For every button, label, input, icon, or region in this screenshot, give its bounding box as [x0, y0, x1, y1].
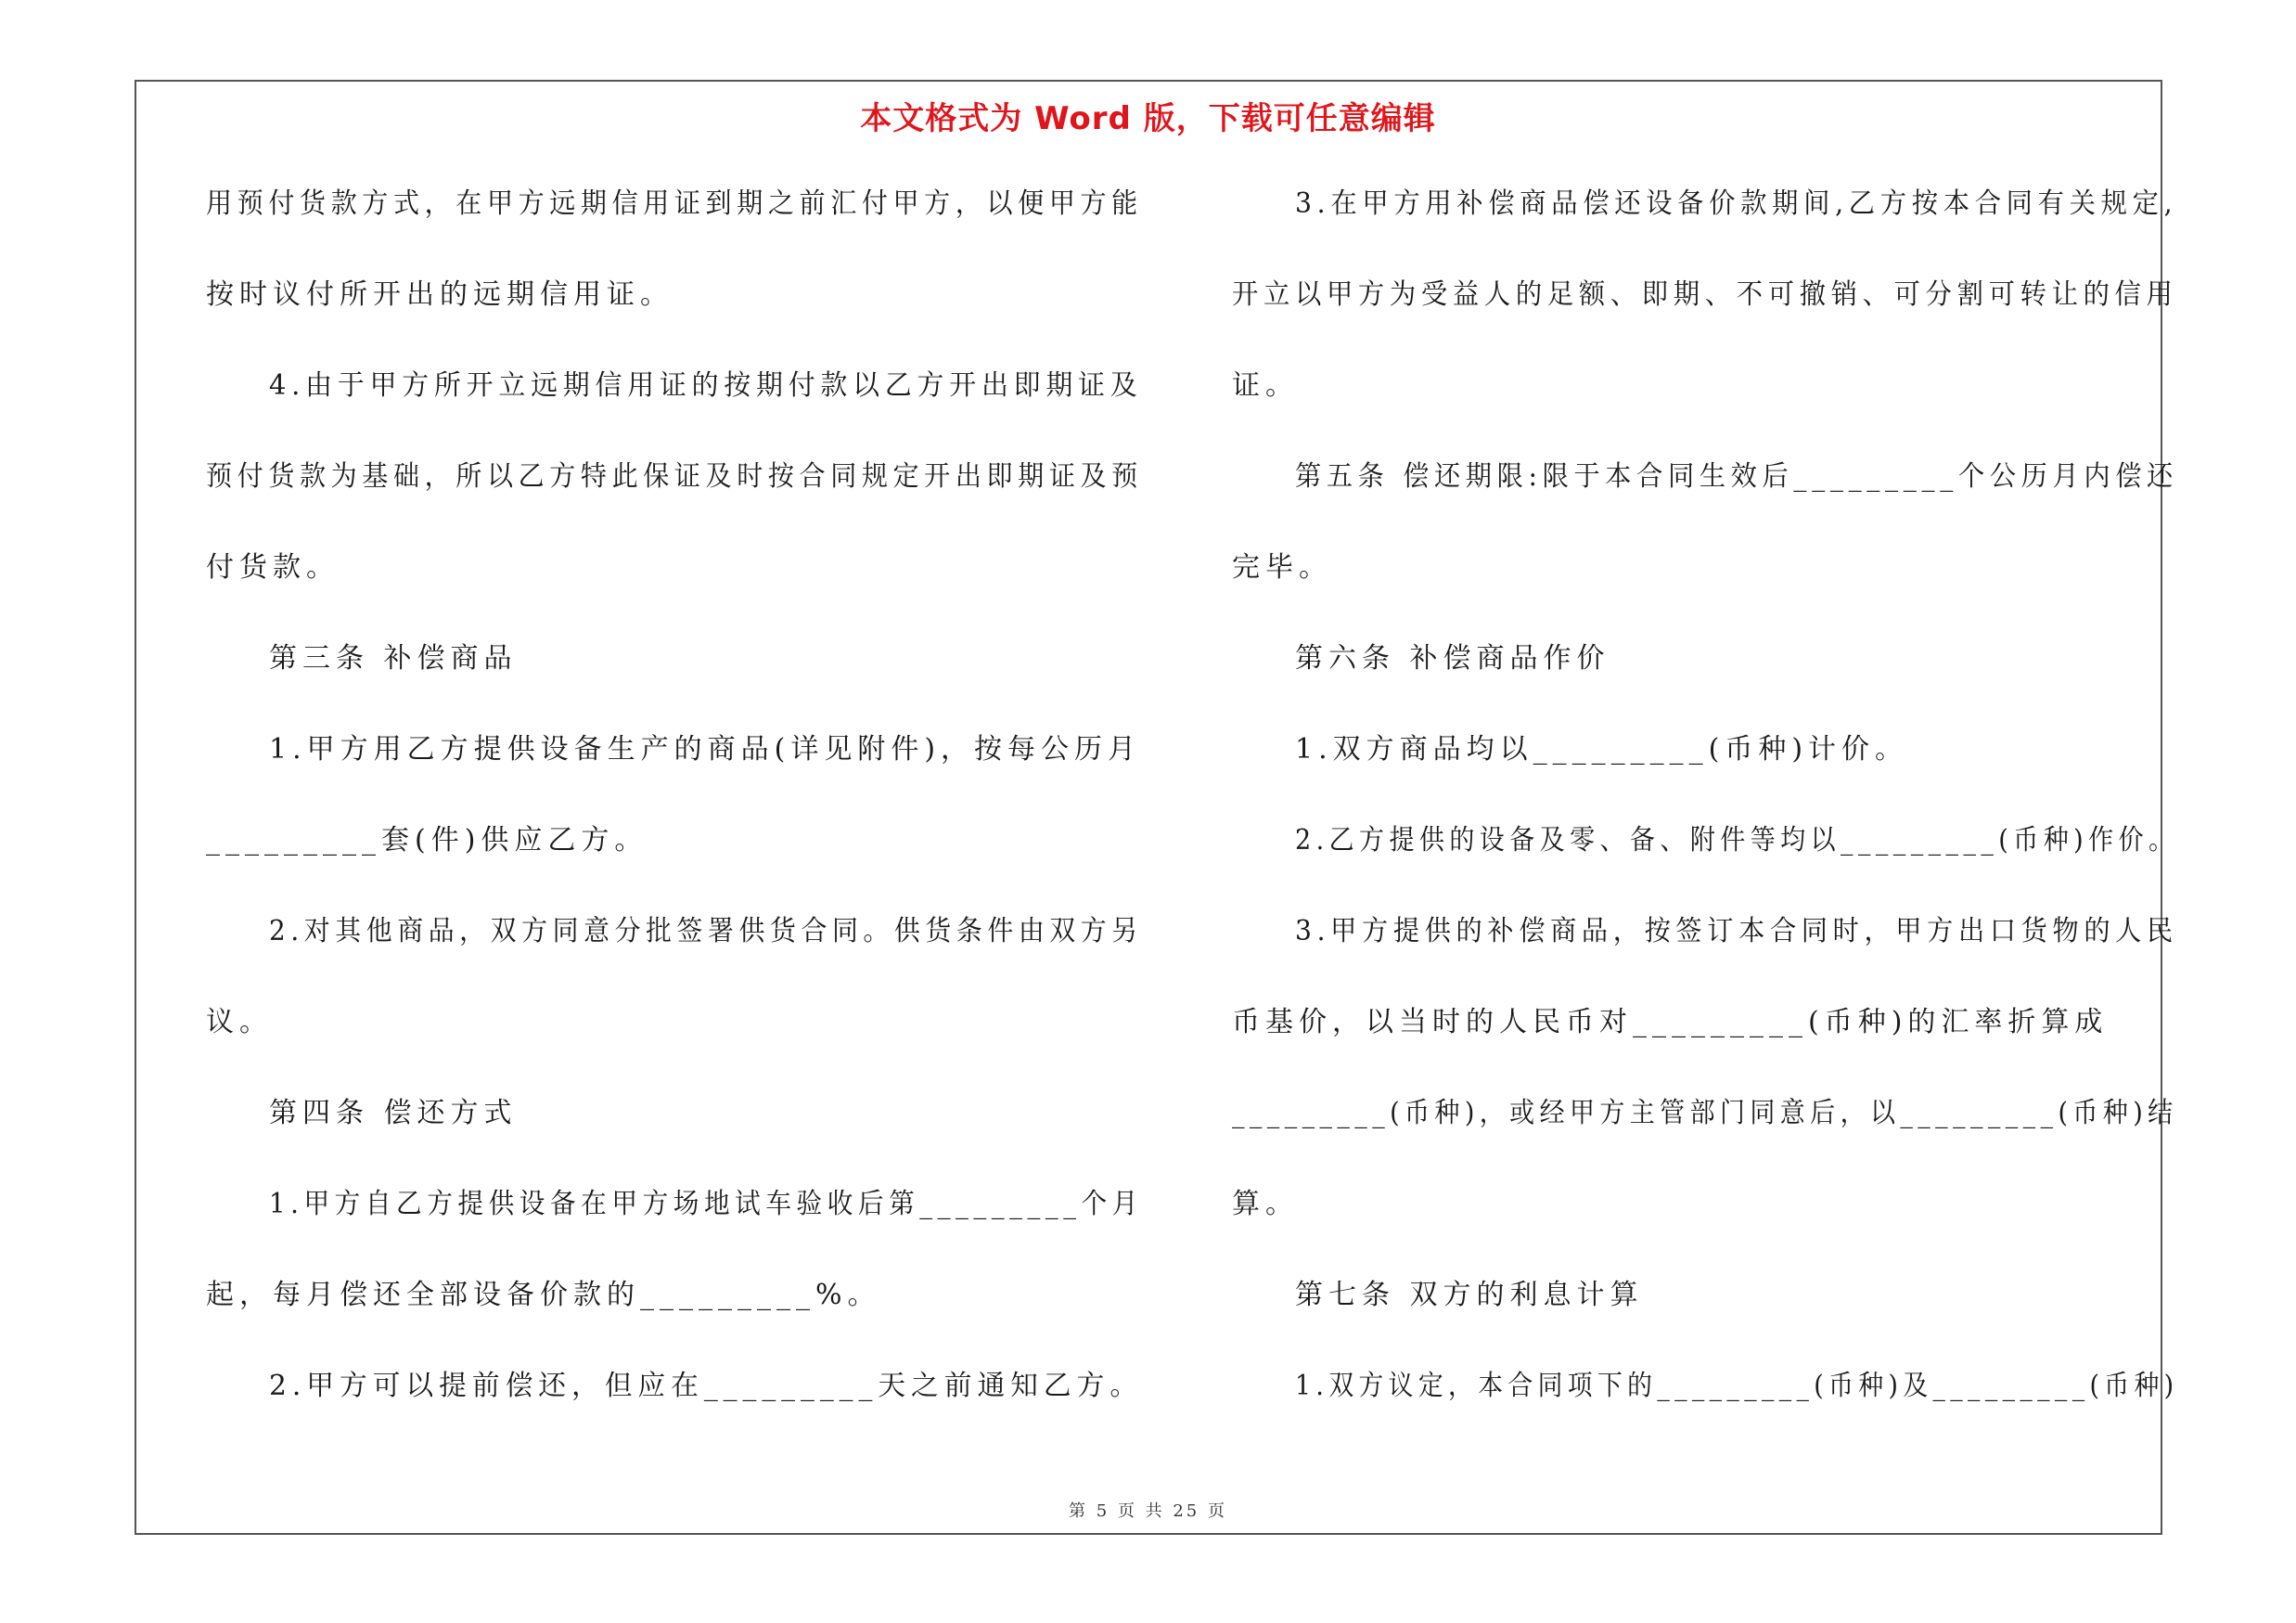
body-line: 议。 [206, 1006, 273, 1038]
section-heading: 第五条 偿还期限:限于本合同生效后_________个公历月内偿还 [1295, 460, 2178, 493]
body-line: 付货款。 [206, 551, 340, 584]
body-line: 2.对其他商品，双方同意分批签署供货合同。供货条件由双方另 [269, 915, 1143, 947]
body-line: _________套(件)供应乙方。 [206, 824, 648, 857]
body-line: 用预付货款方式，在甲方远期信用证到期之前汇付甲方，以便甲方能 [206, 187, 1143, 220]
body-line: 预付货款为基础，所以乙方特此保证及时按合同规定开出即期证及预 [206, 460, 1143, 493]
body-line: 4.由于甲方所开立远期信用证的按期付款以乙方开出即期证及 [269, 369, 1143, 402]
body-line: 2.甲方可以提前偿还，但应在_________天之前通知乙方。 [269, 1370, 1144, 1402]
word-format-banner: 本文格式为 Word 版，下载可任意编辑 [860, 100, 1436, 137]
section-heading: 第七条 双方的利息计算 [1295, 1279, 1644, 1311]
body-line: 1.双方议定，本合同项下的_________(币种)及_________(币种) [1295, 1370, 2179, 1402]
body-line: 开立以甲方为受益人的足额、即期、不可撤销、可分割可转让的信用 [1232, 278, 2178, 311]
page-number-footer: 第 5 页 共 25 页 [1069, 1501, 1227, 1521]
section-heading: 第六条 补偿商品作价 [1295, 642, 1610, 675]
body-line: 3.在甲方用补偿商品偿还设备价款期间,乙方按本合同有关规定, [1295, 187, 2178, 220]
body-line: 3.甲方提供的补偿商品，按签订本合同时，甲方出口货物的人民 [1295, 915, 2178, 947]
body-line: 起，每月偿还全部设备价款的_________%。 [206, 1279, 881, 1311]
body-line: 算。 [1232, 1188, 1299, 1220]
body-line: 币基价，以当时的人民币对_________(币种)的汇率折算成 [1232, 1006, 2109, 1038]
section-heading: 第三条 补偿商品 [269, 642, 518, 675]
section-heading: 第四条 偿还方式 [269, 1097, 518, 1129]
body-line: _________(币种)，或经甲方主管部门同意后，以_________(币种)结 [1232, 1097, 2178, 1129]
body-line: 2.乙方提供的设备及零、备、附件等均以_________(币种)作价。 [1295, 824, 2179, 857]
body-line: 证。 [1232, 369, 1299, 402]
body-line: 完毕。 [1232, 551, 1332, 584]
body-line: 1.甲方用乙方提供设备生产的商品(详见附件)，按每公历月 [269, 733, 1142, 766]
body-line: 按时议付所开出的远期信用证。 [206, 278, 673, 311]
body-line: 1.双方商品均以_________(币种)计价。 [1295, 733, 1909, 766]
body-line: 1.甲方自乙方提供设备在甲方场地试车验收后第_________个月 [269, 1188, 1143, 1220]
